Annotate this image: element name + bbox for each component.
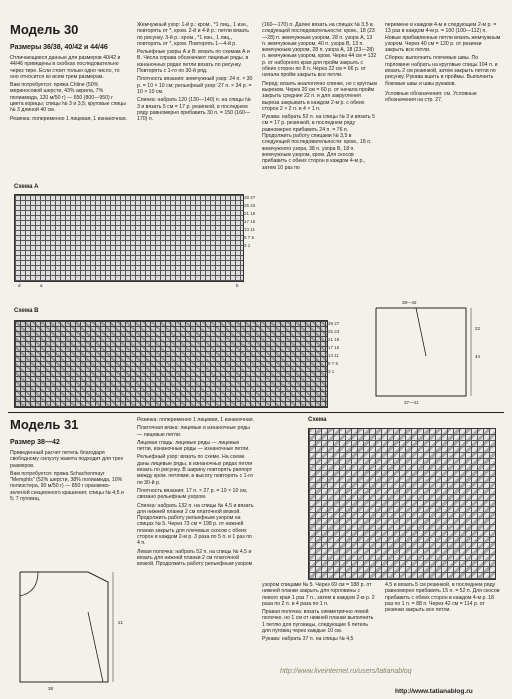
paragraph: узором спицами № 5. Через 69 см = 188 р. от нижней планки закрыть для горловины с левого края 1 раз 7 п., затем в каждом 2-м р. 2 раза по 2 п. и 4 раза по 1 п. bbox=[262, 582, 375, 607]
scheme-b-label: Схема B bbox=[14, 308, 39, 314]
scheme-a-axis-d: d bbox=[18, 283, 21, 288]
model31-dim-side: 21 bbox=[118, 620, 124, 625]
paragraph: Вам потребуется: пряжа Chline (50% мериносовой шерсти, 43% акрила, 7% полиамида, 120 м/50 г) — 650 (800—950) г цвета корицы; спицы № 3 и 3,5; круговые спицы № 3 длиной 40 см. bbox=[10, 82, 126, 114]
model31-dim-bottom: 38 bbox=[48, 686, 54, 691]
model31-col4 bbox=[385, 582, 502, 682]
paragraph: Отличающиеся данные для размеров 40/42 и 44/46 приведены в скобках последовательно через тире. Если стоит только одно число, то оно относится ко всем трем размерам. bbox=[10, 55, 121, 80]
paragraph: Рукава: набрать 37 п. на спицы № 4,5 bbox=[262, 636, 354, 643]
model31-col2 bbox=[137, 417, 255, 695]
paragraph: Жемчужный узор: 1-й р.: кром., *1 лиц., 1 изн., повторять от *, кром. 2-й и 4-й р.: петли вязать по рисунку. 3-й р.: кром., *1 изн., 1 лиц., повторять от *, кром. Повторять 1—4-й р. bbox=[137, 22, 250, 47]
model30-col3 bbox=[262, 22, 377, 292]
paragraph: Левая полочка: набрать 52 п. на спицы № 4,5 и вязать для нижней планки 2 см платочной вязкой. Продолжить работу рельефным узором bbox=[137, 548, 253, 568]
model30-pattern-diagram bbox=[356, 296, 506, 408]
paragraph: Вам потребуется: пряжа Schachenmayr "Memphis" (52% шерсти, 38% полиамида, 10% полиэстера, 90 м/50 г) — 850 г оранжево-зеленой секционного крашения; спицы № 4,5 и 5; 7 пуговиц. bbox=[10, 470, 124, 503]
scheme-b-row-numbers: 29 27 25 23 21 19 17 15 13 11 9 7 5 3 1 bbox=[328, 321, 340, 374]
model30-col4 bbox=[385, 22, 502, 292]
section-divider bbox=[8, 412, 504, 413]
paragraph: Условные обозначения: см. Условные обозначения на стр. 27. bbox=[385, 90, 477, 104]
model30-title: Модель 30 bbox=[10, 22, 79, 37]
paragraph: Резинка: попеременно 1 лицевая, 1 изнаночная. bbox=[137, 417, 254, 423]
model31-scheme-chart bbox=[308, 428, 496, 580]
paragraph: Сборка: выполнить плечевые швы. По горловине набрать на круговые спицы 104 п. и вязать 2 см резинкой, затем закрыть петли по рисунку. Рукава вшить в проймы. Выполнить боковые швы и швы рукавов. bbox=[385, 55, 498, 87]
paragraph: Рельефный узор: вязать по схеме. На схеме даны лицевые ряды, в изнаночных рядах петли вязать по рисунку. В ширину повторять раппорт между кром. петлями, в высоту повторять с 1-го по 30-й р. bbox=[137, 454, 253, 486]
scheme-a-chart bbox=[14, 194, 244, 282]
paragraph: Спинка: набрать 120 (130—140) п. на спицы № 3 и вязать 5 см = 17 р. резинкой, в последнем ряду равномерно прибавить 30 п. = 150 (160—170) п. bbox=[137, 97, 251, 123]
model30-col2 bbox=[137, 22, 255, 182]
paragraph: Плотность вязания: жемчужный узор: 24 п. × 30 р. = 10 × 10 см; рельефный узор: 27 п. × 34 р. = 10 × 10 см. bbox=[137, 76, 253, 95]
paragraph: Правая полочка: вязать симметрично левой полочке, но 1 см от нижней планки выполнить 1 петлю для пуговицы, следующие 6 петель для пуговиц через каждые 10 см. bbox=[262, 609, 374, 635]
paragraph: перемене в каждом 4-м и следующем 2-м р. = 13 раз в каждом 4-м р. = 100 (100—112) п. Новые прибавленные петли вязать жемчужным узором. Через 40 см = 120 р. от резинки закрыть все петли. bbox=[385, 22, 501, 54]
paragraph: Резинка: попеременно 1 лицевая, 1 изнаночная. bbox=[10, 115, 127, 122]
model31-title: Модель 31 bbox=[10, 417, 79, 432]
model31-sizes: Размер 38—42 bbox=[10, 439, 60, 446]
paragraph: Рельефные узоры А и В: вязать по схемам А и В. Числа справа обозначают лицевые ряды, в изнаночных рядах петли вязать по рисунку. Повторять с 1-го по 30-й ряд. bbox=[137, 49, 250, 75]
paragraph: (160—170) п. Далее вязать на спицах № 3,5 в следующей последовательности: кром., 18 (23—28) п. жемчужным узором, 28 п. узора А, 13 п. жемчужным узором, 40 п. узора В, 13 п. жемчужным узором, 28 п. узора А, 18 (23—28) п. жемчужным узором, кром. Через 44 см = 132 р. от наборного края для пройм закрыть с обеих сторон по 8 п. Через 22 см = 66 р. от начала пройм закрыть все петли. bbox=[262, 22, 377, 79]
paragraph: 4,5 и вязать 5 см резинкой, в последнем ряду равномерно прибавить 15 п. = 52 п. Для скосов прибавить с обеих сторон в каждом 4-м р. 18 раз по 1 п. = 88 п. Через 42 см = 114 р. от резинки закрыть все петли. bbox=[385, 582, 500, 614]
paragraph: Приведенный расчет петель благодаря свободному силуэту жакета подходит для трех размеров. bbox=[10, 450, 124, 469]
model31-scheme-label: Схема bbox=[308, 417, 327, 423]
scheme-a-axis-b: b bbox=[236, 283, 239, 288]
model30-dim-side1: 22 bbox=[475, 326, 481, 331]
model30-dim-bottom: 37—41 bbox=[404, 400, 419, 405]
paragraph: Лицевая гладь: лицевые ряды — лицевые петли, изнаночные ряды — изнаночные петли. bbox=[137, 439, 250, 453]
scheme-a-axis-a: a bbox=[40, 283, 43, 288]
model30-col1 bbox=[10, 55, 128, 175]
paragraph: Перед: вязать аналогично спинке, но с круглым вырезом. Через 20 см = 60 р. от начала пройм закрыть средние 22 п. и для закругления выреза закрывать в каждом 2-м р. с обеих сторон 2 × 2 п. и 4 × 1 п. bbox=[262, 80, 377, 112]
paragraph: Платочная вязка: лицевые и изнаночные ряды — лицевые петли. bbox=[137, 425, 250, 438]
scheme-a-row-numbers: 29 27 25 23 21 19 17 15 13 11 9 7 5 3 1 bbox=[244, 195, 256, 248]
corner-url: http://www.tatianablog.ru bbox=[395, 688, 473, 695]
model31-col1 bbox=[10, 450, 128, 550]
watermark: http://www.liveinternet.ru/users/tatianabloq bbox=[280, 668, 412, 675]
model31-col3 bbox=[262, 582, 377, 694]
scheme-a-label: Схема A bbox=[14, 184, 39, 190]
model30-sizes: Размеры 36/38, 40/42 и 44/46 bbox=[10, 44, 108, 51]
model30-dim-side2: 44 bbox=[475, 354, 481, 359]
model31-pattern-diagram bbox=[8, 552, 133, 692]
paragraph: Рукава: набрать 52 п. на спицы № 3 и вязать 5 см = 17 р. резинкой, в последнем ряду равномерно прибавить 24 п. = 76 п. Продолжить работу спицами № 3,5 в следующей последовательности: кром., 18 п. жемчужного узора, 38 п. узора В, 18 п. жемчужным узором, кром. Для скосов прибавить с обеих сторон в каждом 4-м р., затем 10 раз по bbox=[262, 114, 375, 171]
scheme-b-chart bbox=[14, 320, 328, 408]
model30-dim-top: 38—42 bbox=[402, 300, 417, 305]
paragraph: Спинка: набрать 132 п. на спицы № 4,5 и вязать для нижней планки 2 см платочной вязкой. Продолжить работу рельефным узором на спицах № 5. Через 73 см = 198 р. от нижней планки закрыть для плечевых скосов с обеих сторон в каждом 2-м р. 3 раза по 5 п. и 1 раз по 4 п. bbox=[137, 502, 254, 547]
paragraph: Плотность вязания: 17 п. × 27 р. = 10 × 10 см, связано рельефным узором. bbox=[137, 487, 248, 501]
